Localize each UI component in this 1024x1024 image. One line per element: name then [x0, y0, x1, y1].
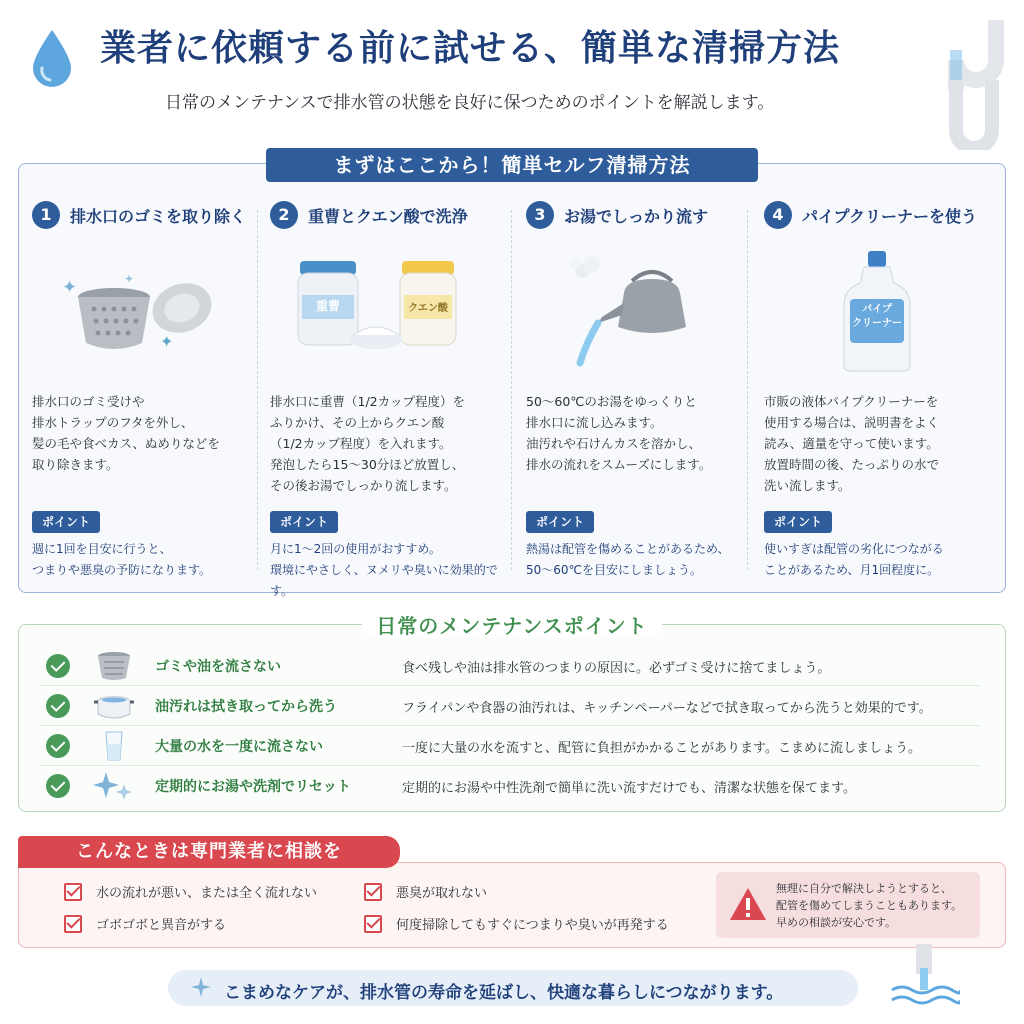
consult-item	[64, 914, 226, 933]
step-description: 50〜60℃のお湯をゆっくりと 排水口に流し込みます。 油汚れや石けんカスを溶かし、 排水の流れをスムーズにします。	[526, 394, 712, 472]
maintenance-heading: 油汚れは拭き取ってから洗う	[155, 699, 337, 715]
point-badge: ポイント	[32, 511, 100, 533]
step-description: 排水口に重曹（1/2カップ程度）を ふりかけ、その上からクエン酸 （1/2カップ程度）を入れます。 発泡したら15〜30分ほど放置し、 その後お湯でしっかり流します。	[270, 394, 465, 493]
header	[0, 0, 1024, 140]
maintenance-row	[40, 726, 980, 766]
maintenance-description: 食べ残しや油は排水管のつまりの原因に。必ずゴミ受けに捨てましょう。	[402, 661, 831, 676]
step-number: 3	[526, 201, 554, 229]
check-circle-icon	[46, 694, 70, 718]
check-circle-icon	[46, 654, 70, 678]
self-clean-banner: まずはここから！簡単セルフ清掃方法	[266, 148, 758, 182]
point-badge: ポイント	[270, 511, 338, 533]
svg-text:✦: ✦	[160, 332, 174, 351]
maintenance-heading: 大量の水を一度に流さない	[155, 739, 323, 755]
step-3	[526, 195, 762, 585]
jars-icon	[270, 243, 506, 383]
caution-box	[716, 872, 980, 938]
pipe-icon	[934, 20, 1014, 150]
svg-text:✦: ✦	[62, 277, 78, 298]
maintenance-description: 定期的にお湯や中性洗剤で簡単に洗い流すだけでも、清潔な状態を保てます。	[402, 781, 856, 796]
jar-label-baking-soda: 重曹	[315, 299, 340, 313]
cleaner-bottle-icon	[764, 243, 1000, 383]
drain-basket-icon	[32, 243, 268, 383]
step-title: お湯でしっかり流す	[564, 206, 709, 226]
drain-basket-icon	[92, 650, 136, 682]
consult-item	[64, 882, 317, 901]
sparkle-icon	[92, 770, 136, 802]
point-text: 月に1〜2回の使用がおすすめ。 環境にやさしく、ヌメリや臭いに効果的です。	[270, 542, 498, 598]
check-circle-icon	[46, 774, 70, 798]
step-description: 市販の液体パイプクリーナーを 使用する場合は、説明書をよく 読み、適量を守って使います。 放置時間の後、たっぷりの水で 洗い流します。	[764, 394, 940, 493]
checkbox-icon	[64, 915, 82, 933]
step-number: 2	[270, 201, 298, 229]
bottle-label-line: パイプ	[862, 304, 892, 315]
step-title: 重曹とクエン酸で洗浄	[308, 206, 468, 226]
checkbox-icon	[64, 883, 82, 901]
maintenance-heading: 定期的にお湯や洗剤でリセット	[155, 779, 351, 795]
jar-label-citric-acid: クエン酸	[408, 303, 448, 314]
point-badge: ポイント	[764, 511, 832, 533]
step-number: 1	[32, 201, 60, 229]
pot-icon	[92, 690, 136, 722]
water-drop-icon	[30, 28, 74, 90]
divider	[511, 210, 512, 570]
consult-item-text: 悪臭が取れない	[396, 886, 488, 901]
kettle-icon	[526, 243, 762, 383]
page-title: 業者に依頼する前に試せる、簡単な清掃方法	[100, 28, 841, 69]
maintenance-title-text: 日常のメンテナンスポイント	[362, 614, 661, 638]
step-title: 排水口のゴミを取り除く	[70, 206, 247, 226]
footer	[168, 970, 858, 1006]
checkbox-icon	[364, 883, 382, 901]
maintenance-row	[40, 766, 980, 806]
point-text: 使いすぎは配管の劣化につながる ことがあるため、月1回程度に。	[764, 542, 944, 577]
warning-icon	[728, 886, 768, 922]
consult-item-text: ゴボゴボと異音がする	[96, 918, 227, 933]
maintenance-title	[0, 610, 1024, 639]
consult-item-text: 水の流れが悪い、または全く流れない	[96, 886, 318, 901]
point-badge: ポイント	[526, 511, 594, 533]
bottle-label	[850, 303, 904, 331]
step-1	[32, 195, 268, 585]
consult-item	[364, 914, 669, 933]
svg-text:✦: ✦	[124, 272, 135, 286]
footer-text: こまめなケアが、排水管の寿命を延ばし、快適な暮らしにつながります。	[224, 983, 784, 1003]
drain-water-icon	[890, 944, 960, 1014]
maintenance-row	[40, 646, 980, 686]
bottle-label-line: クリーナー	[852, 318, 902, 329]
maintenance-heading: ゴミや油を流さない	[155, 659, 281, 675]
step-2	[270, 195, 506, 598]
consult-banner: こんなときは専門業者に相談を	[18, 836, 400, 868]
point-text: 熱湯は配管を傷めることがあるため、 50〜60℃を目安にしましょう。	[526, 542, 730, 577]
maintenance-description: フライパンや食器の油汚れは、キッチンペーパーなどで拭き取ってから洗うと効果的です。	[402, 701, 932, 716]
step-description: 排水口のゴミ受けや 排水トラップのフタを外し、 髪の毛や食べカス、ぬめりなどを 取り除きます。	[32, 394, 220, 472]
consult-item	[364, 882, 487, 901]
glass-icon	[92, 730, 136, 762]
caution-text: 無理に自分で解決しようとすると、 配管を傷めてしまうこともあります。 早めの相談が安心です。	[776, 882, 963, 929]
step-title: パイプクリーナーを使う	[802, 206, 978, 226]
checkbox-icon	[364, 915, 382, 933]
consult-item-text: 何度掃除してもすぐにつまりや臭いが再発する	[396, 918, 669, 933]
point-text: 週に1回を目安に行うと、 つまりや悪臭の予防になります。	[32, 542, 212, 577]
page-subtitle: 日常のメンテナンスで排水管の状態を良好に保つためのポイントを解説します。	[165, 93, 775, 113]
step-4	[764, 195, 1000, 585]
step-number: 4	[764, 201, 792, 229]
maintenance-row	[40, 686, 980, 726]
check-circle-icon	[46, 734, 70, 758]
maintenance-description: 一度に大量の水を流すと、配管に負担がかかることがあります。こまめに流しましょう。	[402, 741, 921, 756]
sparkle-icon	[190, 976, 212, 998]
